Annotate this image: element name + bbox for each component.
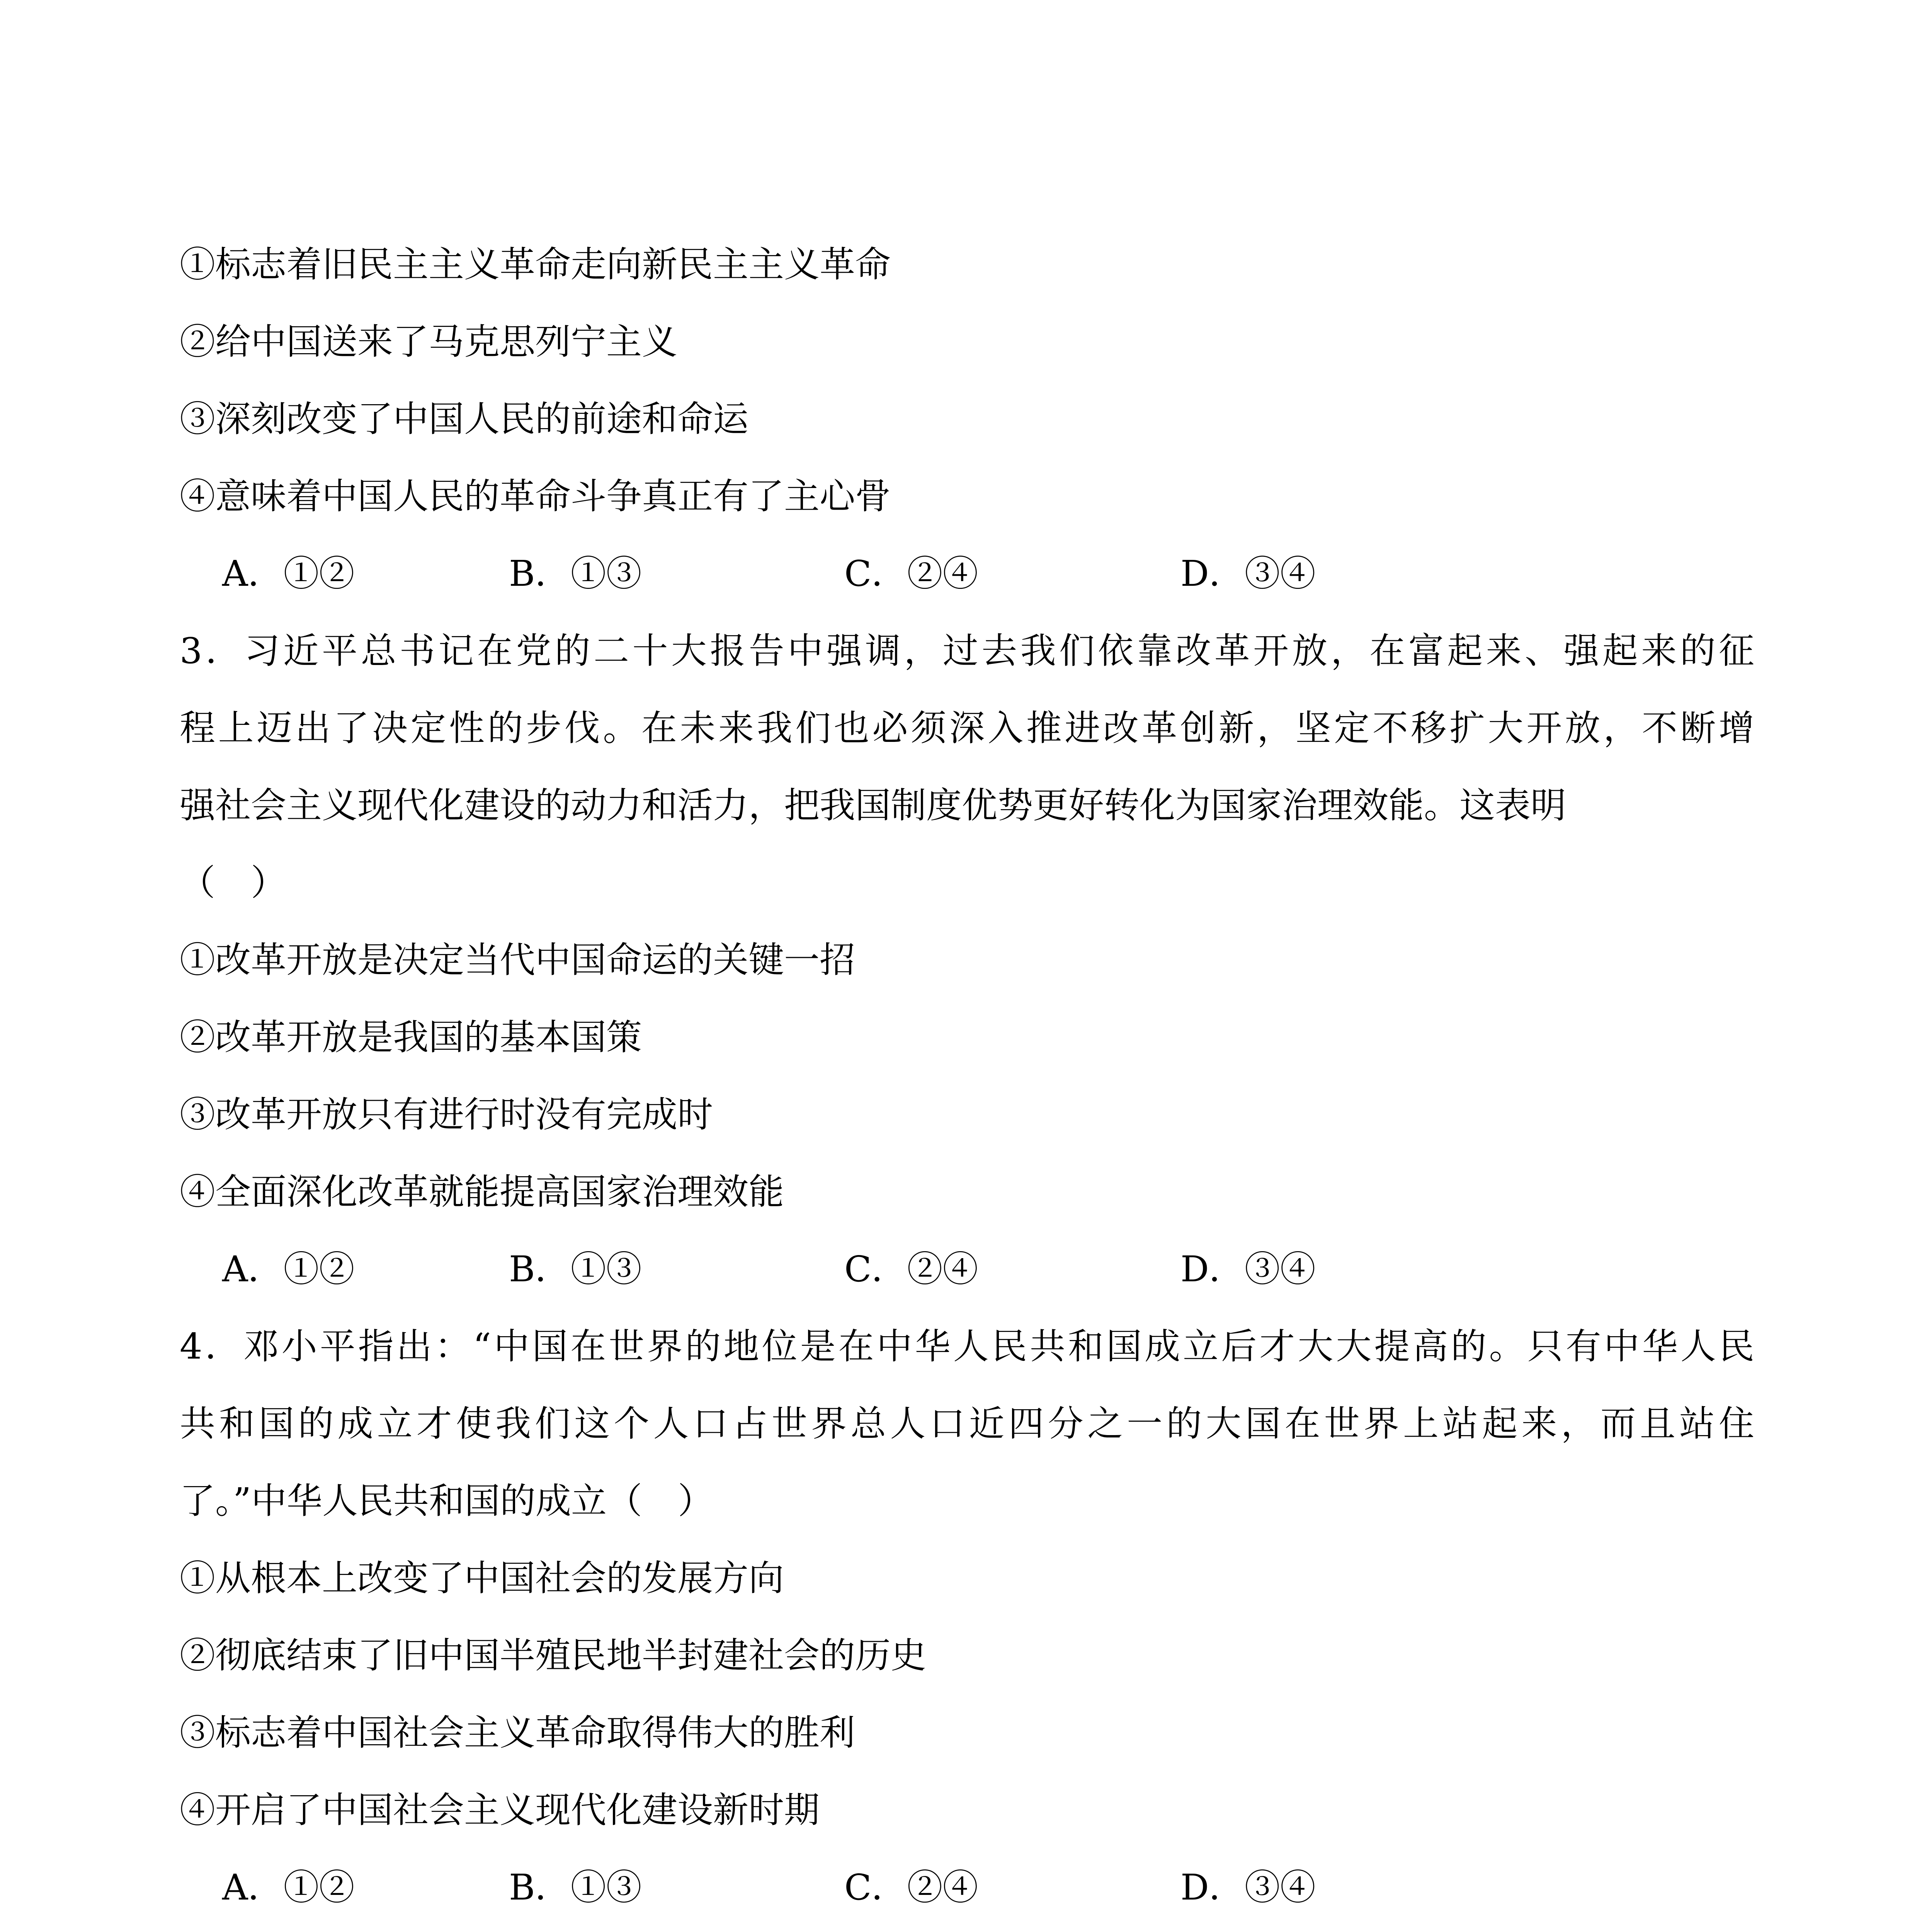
q3-option-c[interactable]: C．②④ <box>844 1248 978 1290</box>
q4-item-4: ④开启了中国社会主义现代化建设新时期 <box>180 1789 820 1831</box>
q3-stem-line-3: 强社会主义现代化建设的动力和活力，把我国制度优势更好转化为国家治理效能。这表明 <box>180 785 1567 826</box>
q3-item-2: ②改革开放是我国的基本国策 <box>180 1017 642 1058</box>
q3-item-1: ①改革开放是决定当代中国命运的关键一招 <box>180 939 856 981</box>
q2-item-3: ③深刻改变了中国人民的前途和命运 <box>180 398 749 440</box>
q3-item-4: ④全面深化改革就能提高国家治理效能 <box>180 1171 784 1213</box>
q4-stem-line-3: 了。”中华人民共和国的成立（ ） <box>180 1480 714 1522</box>
q4-option-a[interactable]: A．①② <box>222 1867 355 1908</box>
q4-stem-line-1: 4．邓小平指出：“中国在世界的地位是在中华人民共和国成立后才大大提高的。只有中华人民 <box>180 1326 1754 1367</box>
q3-answer-paren: （ ） <box>180 862 287 903</box>
q2-option-a[interactable]: A．①② <box>222 553 355 594</box>
q4-stem-line-2: 共和国的成立才使我们这个人口占世界总人口近四分之一的大国在世界上站起来，而且站住 <box>180 1403 1754 1444</box>
q4-option-c[interactable]: C．②④ <box>844 1867 978 1908</box>
q2-option-c[interactable]: C．②④ <box>844 553 978 594</box>
q3-item-3: ③改革开放只有进行时没有完成时 <box>180 1094 713 1135</box>
q2-item-1: ①标志着旧民主主义革命走向新民主主义革命 <box>180 244 891 285</box>
q3-stem-line-1: 3．习近平总书记在党的二十大报告中强调，过去我们依靠改革开放，在富起来、强起来的征 <box>180 630 1754 672</box>
q4-option-b[interactable]: B．①③ <box>509 1867 642 1908</box>
q3-option-b[interactable]: B．①③ <box>509 1248 642 1290</box>
q2-item-2: ②给中国送来了马克思列宁主义 <box>180 321 678 362</box>
q4-item-3: ③标志着中国社会主义革命取得伟大的胜利 <box>180 1712 856 1753</box>
q4-item-1: ①从根本上改变了中国社会的发展方向 <box>180 1558 784 1599</box>
q3-stem-line-2: 程上迈出了决定性的步伐。在未来我们也必须深入推进改革创新，坚定不移扩大开放，不断增 <box>180 707 1754 749</box>
q4-option-d[interactable]: D．③④ <box>1180 1867 1316 1908</box>
q3-option-a[interactable]: A．①② <box>222 1248 355 1290</box>
q3-option-d[interactable]: D．③④ <box>1180 1248 1316 1290</box>
q2-option-b[interactable]: B．①③ <box>509 553 642 594</box>
q2-option-d[interactable]: D．③④ <box>1180 553 1316 594</box>
q4-item-2: ②彻底结束了旧中国半殖民地半封建社会的历史 <box>180 1635 927 1676</box>
q2-item-4: ④意味着中国人民的革命斗争真正有了主心骨 <box>180 476 891 517</box>
